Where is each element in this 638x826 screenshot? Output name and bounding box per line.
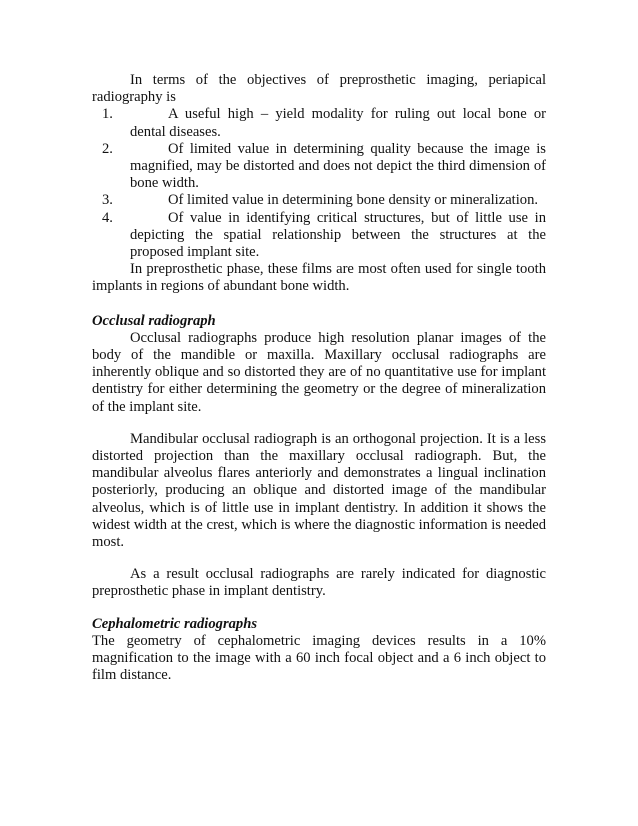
paragraph-spacer <box>92 416 546 431</box>
list-item-number: 1. <box>102 106 113 123</box>
cephalometric-paragraph: The geometry of cephalometric imaging devices results in a 10% magnification to the image with a 60 inch focal object and a 6 inch object to film distance. <box>92 632 546 684</box>
document-page <box>92 72 546 685</box>
cephalometric-heading: Cephalometric radiographs <box>92 615 258 632</box>
section-spacer <box>92 296 546 313</box>
list-item <box>92 106 546 140</box>
preprosthetic-note: In preprosthetic phase, these films are most often used for single tooth implants in regions of abundant bone width. <box>92 261 546 295</box>
paragraph-spacer <box>92 551 546 566</box>
list-item-text: Of limited value in determining quality because the image is magnified, may be distorted and does not depict the third dimension of bone width. <box>130 140 546 192</box>
objectives-list <box>92 106 546 261</box>
list-item-number: 3. <box>102 192 113 209</box>
list-item-number: 2. <box>102 140 113 157</box>
list-item-text: Of value in identifying critical structures, but of little use in depicting the spatial relationship between the structures at the proposed implant site. <box>130 209 546 261</box>
intro-paragraph: In terms of the objectives of preprosthetic imaging, periapical radiography is <box>92 72 546 106</box>
occlusal-paragraph-2: Mandibular occlusal radiograph is an orthogonal projection. It is a less distorted projection than the maxillary occlusal radiograph. But, the mandibular alveolus flares anteriorly and demonstrates a lingual inclination posteriorly, producing an oblique and distorted image of the mandibular alveolus, which is of little use in implant dentistry. In addition it shows the widest width at the crest, which is where the diagnostic information is needed most. <box>92 430 546 551</box>
list-item-text: Of limited value in determining bone density or mineralization. <box>168 192 539 209</box>
list-item <box>92 210 546 262</box>
section-spacer <box>92 601 546 616</box>
occlusal-heading: Occlusal radiograph <box>92 312 216 329</box>
list-item <box>92 192 546 209</box>
list-item-number: 4. <box>102 209 113 226</box>
list-item <box>92 141 546 193</box>
occlusal-paragraph-3: As a result occlusal radiographs are rarely indicated for diagnostic preprosthetic phase in implant dentistry. <box>92 566 546 600</box>
list-item-text: A useful high – yield modality for ruling out local bone or dental diseases. <box>130 106 546 140</box>
occlusal-paragraph-1: Occlusal radiographs produce high resolution planar images of the body of the mandible or maxilla. Maxillary occlusal radiographs are inherently oblique and so distorted they are of no quantitative use for implant dentistry for either determining the geometry or the degree of mineralization of the implant site. <box>92 329 546 415</box>
